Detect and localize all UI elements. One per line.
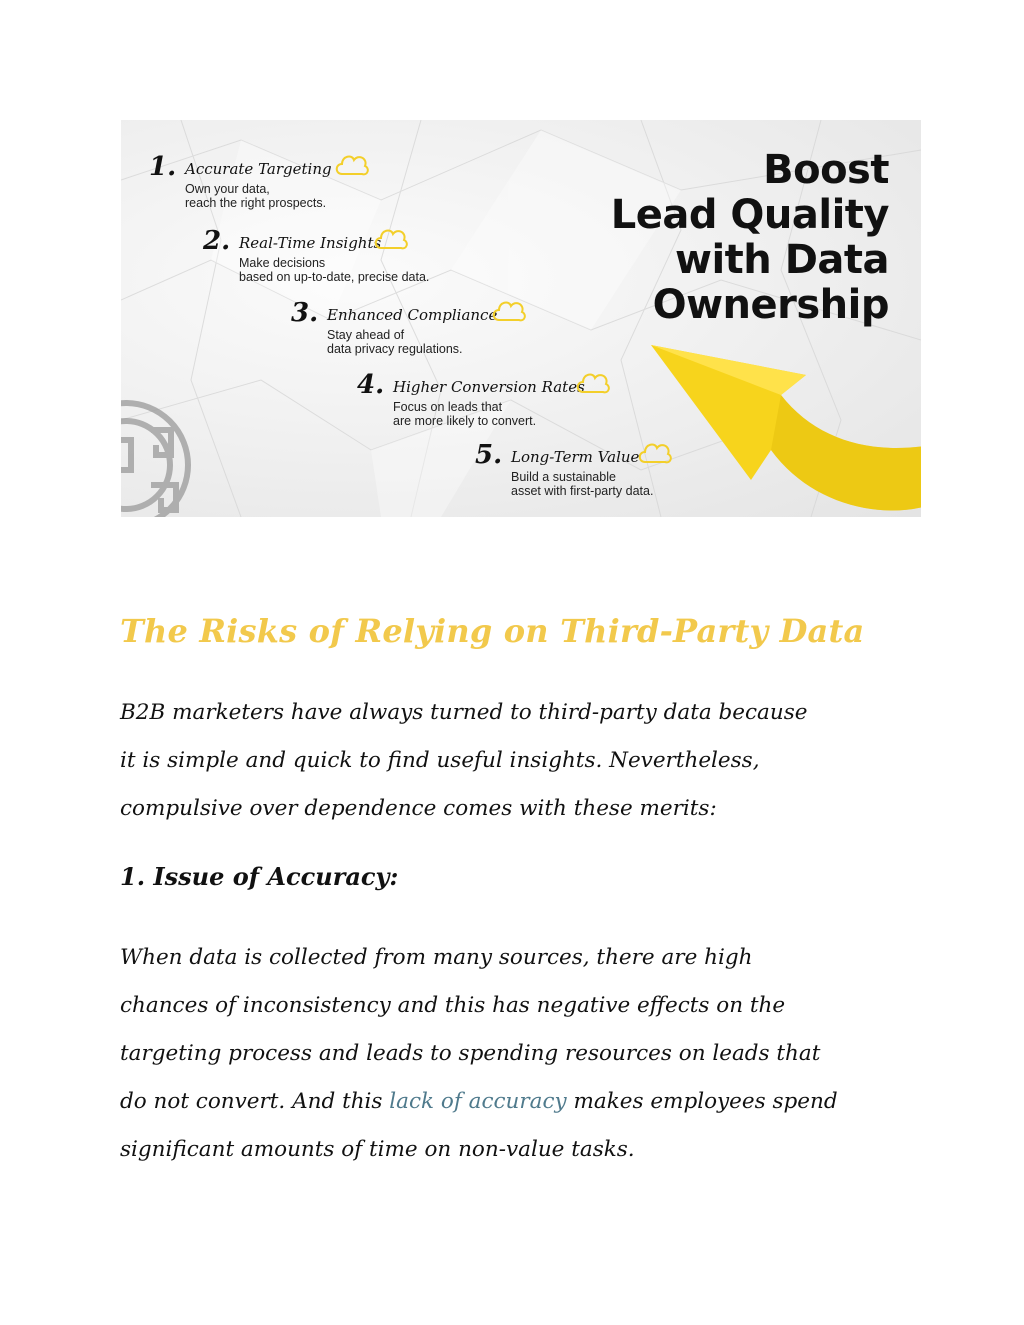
cloud-outline-icon <box>575 368 611 398</box>
benefit-description <box>393 400 536 428</box>
benefit-title: Higher Conversion Rates <box>393 378 585 396</box>
paragraph-line: targeting process and leads to spending resources on leads that <box>120 1041 821 1066</box>
hero-headline <box>611 148 889 328</box>
paragraph-line: chances of inconsistency and this has negative effects on the <box>120 993 786 1018</box>
headline-line: with Data <box>675 237 889 283</box>
benefit-description-line: Focus on leads that <box>393 400 503 414</box>
benefit-number: 3. <box>291 298 319 328</box>
benefit-title: Accurate Targeting <box>185 160 332 178</box>
benefit-description <box>327 328 463 356</box>
text-segment: do not convert. And this <box>120 1089 390 1114</box>
yellow-arrow-icon <box>631 330 921 517</box>
paragraph-line <box>120 1078 920 1126</box>
benefit-title: Real-Time Insights <box>239 234 382 252</box>
benefit-description-line: data privacy regulations. <box>327 342 463 356</box>
benefit-description-line: Make decisions <box>239 256 326 270</box>
headline-line: Lead Quality <box>610 192 889 238</box>
benefit-description <box>185 182 326 210</box>
paragraph-line: it is simple and quick to find useful insights. Nevertheless, <box>120 748 760 773</box>
benefit-title: Enhanced Compliance <box>327 306 498 324</box>
benefit-number: 4. <box>357 370 385 400</box>
benefit-description-line: Stay ahead of <box>327 328 405 342</box>
benefit-description <box>511 470 653 498</box>
benefit-description-line: reach the right prospects. <box>185 196 327 210</box>
cloud-outline-icon <box>637 438 673 468</box>
benefit-description <box>239 256 429 284</box>
body-paragraph <box>120 934 920 1174</box>
benefit-number: 5. <box>475 440 503 470</box>
cloud-outline-icon <box>334 150 370 180</box>
paragraph-line: When data is collected from many sources, there are high <box>120 945 753 970</box>
benefit-description-line: are more likely to convert. <box>393 414 537 428</box>
paragraph-line: significant amounts of time on non-value tasks. <box>120 1137 635 1162</box>
subheading-issue-of-accuracy: 1. Issue of Accuracy: <box>120 862 399 891</box>
paragraph-line: compulsive over dependence comes with these merits: <box>120 796 717 821</box>
cloud-outline-icon <box>373 224 409 254</box>
headline-line: Boost <box>763 147 889 193</box>
benefit-title: Long-Term Value <box>511 448 640 466</box>
benefit-description-line: based on up-to-date, precise data. <box>239 270 430 284</box>
decorative-pattern-icon <box>121 390 221 517</box>
benefit-number: 2. <box>203 226 231 256</box>
paragraph-line: B2B marketers have always turned to third-party data because <box>120 700 808 725</box>
headline-line: Ownership <box>652 282 889 328</box>
benefit-description-line: Own your data, <box>185 182 270 196</box>
cloud-outline-icon <box>491 296 527 326</box>
hero-image <box>121 120 921 517</box>
section-heading: The Risks of Relying on Third-Party Data <box>120 612 865 650</box>
intro-paragraph <box>120 689 920 833</box>
benefit-number: 1. <box>149 152 177 182</box>
benefit-description-line: asset with first-party data. <box>511 484 654 498</box>
text-segment: makes employees spend <box>566 1089 838 1114</box>
benefit-description-line: Build a sustainable <box>511 470 616 484</box>
lack-of-accuracy-link[interactable]: lack of accuracy <box>389 1089 567 1114</box>
